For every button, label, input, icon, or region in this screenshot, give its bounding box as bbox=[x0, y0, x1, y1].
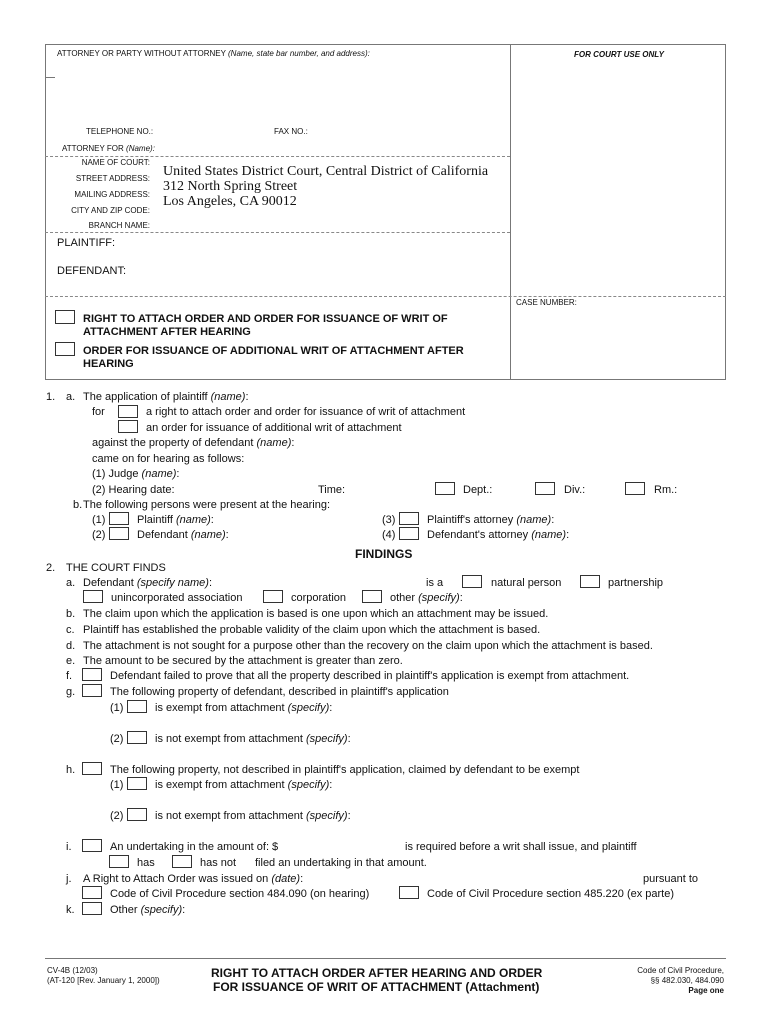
is-a-label: is a bbox=[426, 577, 444, 589]
frame-bottom bbox=[45, 379, 726, 380]
fax-label: FAX NO.: bbox=[274, 127, 308, 136]
item-1a-text bbox=[83, 391, 249, 403]
judge-name-hint: (name) bbox=[141, 468, 177, 480]
defendant-attorney-label: Defendant's attorney bbox=[427, 529, 529, 541]
item-2i-letter: i. bbox=[66, 841, 72, 853]
div-checkbox[interactable] bbox=[535, 482, 555, 495]
colon: : bbox=[245, 391, 249, 403]
unincorporated-label: unincorporated association bbox=[111, 592, 243, 604]
branch-name-label: BRANCH NAME: bbox=[88, 221, 150, 230]
corporation-label: corporation bbox=[291, 592, 347, 604]
undertaking-amount-label: An undertaking in the amount of: $ bbox=[110, 841, 279, 853]
h2-checkbox[interactable] bbox=[127, 808, 147, 821]
item-2i-checkbox[interactable] bbox=[82, 839, 102, 852]
court-finds-label: THE COURT FINDS bbox=[66, 562, 166, 574]
title-option-2-checkbox[interactable] bbox=[55, 342, 75, 356]
court-street: 312 North Spring Street bbox=[163, 179, 298, 194]
item-2h-letter: h. bbox=[66, 764, 76, 776]
frame-left bbox=[45, 44, 46, 380]
h1-checkbox[interactable] bbox=[127, 777, 147, 790]
item-2g-letter: g. bbox=[66, 686, 76, 698]
plaintiff-present-row bbox=[137, 514, 214, 526]
div-label: Div.: bbox=[564, 484, 586, 496]
item-2d-text: The attachment is not sought for a purpose other than the recovery on the claim upon which the attachment is based. bbox=[83, 640, 653, 652]
plaintiff-present-checkbox[interactable] bbox=[109, 512, 129, 525]
rto-issued-row bbox=[83, 873, 303, 885]
item-2f-checkbox[interactable] bbox=[82, 668, 102, 681]
specify-hint: (specify) bbox=[140, 904, 183, 916]
colon: : bbox=[291, 437, 295, 449]
rto-issued-label: A Right to Attach Order was issued on bbox=[83, 873, 269, 885]
h1-row bbox=[155, 779, 332, 791]
rto-writ-checkbox[interactable] bbox=[118, 405, 138, 418]
has-not-checkbox[interactable] bbox=[172, 855, 192, 868]
g1-row bbox=[155, 702, 332, 714]
item-1-number: 1. bbox=[46, 391, 56, 403]
case-number-label: CASE NUMBER: bbox=[516, 298, 577, 307]
unincorporated-checkbox[interactable] bbox=[83, 590, 103, 603]
name-of-court-label: NAME OF COURT: bbox=[81, 158, 150, 167]
specify-name-hint: (specify name) bbox=[136, 577, 209, 589]
specify-hint: (specify) bbox=[306, 810, 348, 822]
colon: : bbox=[300, 873, 304, 885]
item-2c-text: Plaintiff has established the probable validity of the claim upon which the attachment is based. bbox=[83, 624, 541, 636]
g2-row bbox=[155, 733, 351, 745]
item-2e-letter: e. bbox=[66, 655, 76, 667]
item-2d-letter: d. bbox=[66, 640, 76, 652]
against-property-text: against the property of defendant bbox=[92, 437, 254, 449]
colon: : bbox=[329, 779, 333, 791]
defendant-present-checkbox[interactable] bbox=[109, 527, 129, 540]
findings-heading: FINDINGS bbox=[355, 547, 413, 561]
rm-checkbox[interactable] bbox=[625, 482, 645, 495]
has-not-label: has not bbox=[200, 857, 237, 869]
ccp-484-checkbox[interactable] bbox=[82, 886, 102, 899]
defendant-present-row bbox=[137, 529, 229, 541]
defendant-label: DEFENDANT: bbox=[57, 265, 127, 277]
frame-mid bbox=[510, 44, 511, 380]
title-option-1-line1: RIGHT TO ATTACH ORDER AND ORDER FOR ISSUANCE OF WRIT OF bbox=[83, 313, 448, 325]
h1-label: is exempt from attachment bbox=[155, 779, 285, 791]
g1-checkbox[interactable] bbox=[127, 700, 147, 713]
partnership-label: partnership bbox=[608, 577, 664, 589]
defendant-attorney-checkbox[interactable] bbox=[399, 527, 419, 540]
specify-hint: (specify) bbox=[287, 702, 330, 714]
attorney-for-row bbox=[62, 144, 155, 153]
colon: : bbox=[566, 529, 570, 541]
ccp-485-label: Code of Civil Procedure section 485.220 (ex parte) bbox=[427, 888, 675, 900]
attorney-for-hint: (Name): bbox=[126, 144, 155, 153]
natural-person-label: natural person bbox=[491, 577, 562, 589]
present-2-number: (2) bbox=[92, 529, 106, 541]
rto-writ-label: a right to attach order and order for issuance of writ of attachment bbox=[146, 406, 466, 418]
present-1-number: (1) bbox=[92, 514, 106, 526]
footer-title-line2: FOR ISSUANCE OF WRIT OF ATTACHMENT (Attachment) bbox=[213, 980, 540, 994]
colon: : bbox=[208, 577, 213, 589]
item-2g-checkbox[interactable] bbox=[82, 684, 102, 697]
filed-undertaking-text: filed an undertaking in that amount. bbox=[255, 857, 427, 869]
court-name: United States District Court, Central District of California bbox=[163, 164, 489, 179]
item-2k-checkbox[interactable] bbox=[82, 902, 102, 915]
item-2h-checkbox[interactable] bbox=[82, 762, 102, 775]
title-option-1-line2: ATTACHMENT AFTER HEARING bbox=[83, 326, 251, 338]
item-2h-text: The following property, not described in plaintiff's application, claimed by defendant to be exempt bbox=[110, 764, 580, 776]
name-hint: (name) bbox=[516, 514, 552, 526]
title-option-1-checkbox[interactable] bbox=[55, 310, 75, 324]
short-mark bbox=[45, 77, 55, 78]
title-option-2-line2: HEARING bbox=[83, 358, 134, 370]
frame-right bbox=[725, 44, 726, 380]
footer-title-line1: RIGHT TO ATTACH ORDER AFTER HEARING AND ORDER bbox=[211, 966, 543, 980]
dept-checkbox[interactable] bbox=[435, 482, 455, 495]
item-1a-letter: a. bbox=[66, 391, 76, 403]
name-hint: (name) bbox=[210, 391, 246, 403]
specify-hint: (specify) bbox=[418, 592, 460, 604]
g2-number: (2) bbox=[110, 733, 124, 745]
plaintiff-attorney-label: Plaintiff's attorney bbox=[427, 514, 514, 526]
specify-hint: (specify) bbox=[287, 779, 330, 791]
item-2b-letter: b. bbox=[66, 608, 76, 620]
colon: : bbox=[225, 529, 229, 541]
hearing-date-label: (2) Hearing date: bbox=[92, 484, 175, 496]
other-finding-label: Other bbox=[110, 904, 138, 916]
present-4-number: (4) bbox=[382, 529, 396, 541]
g2-checkbox[interactable] bbox=[127, 731, 147, 744]
plaintiff-attorney-checkbox[interactable] bbox=[399, 512, 419, 525]
colon: : bbox=[182, 904, 186, 916]
pursuant-to-label: pursuant to bbox=[643, 873, 699, 885]
has-label: has bbox=[137, 857, 155, 869]
court-use-label: FOR COURT USE ONLY bbox=[574, 50, 664, 59]
plaintiff-attorney-row bbox=[427, 514, 554, 526]
defendant-present-label: Defendant bbox=[137, 529, 188, 541]
item-2-number: 2. bbox=[46, 562, 56, 574]
title-option-2-line1: ORDER FOR ISSUANCE OF ADDITIONAL WRIT OF ATTACHMENT AFTER bbox=[83, 345, 464, 357]
name-hint: (name) bbox=[190, 529, 226, 541]
undertaking-required-text: is required before a writ shall issue, and plaintiff bbox=[405, 841, 637, 853]
attorney-label: ATTORNEY OR PARTY WITHOUT ATTORNEY bbox=[57, 49, 226, 58]
present-3-number: (3) bbox=[382, 514, 396, 526]
footer-rule bbox=[45, 958, 726, 959]
colon: : bbox=[329, 702, 333, 714]
corporation-checkbox[interactable] bbox=[263, 590, 283, 603]
other-entity-label: other bbox=[390, 592, 416, 604]
other-finding-row bbox=[110, 904, 185, 916]
form-revision: (AT-120 [Rev. January 1, 2000]) bbox=[47, 976, 160, 985]
colon: : bbox=[459, 592, 463, 604]
rule-title bbox=[45, 296, 726, 297]
item-2f-text: Defendant failed to prove that all the property described in plaintiff's application is exempt from attachment. bbox=[110, 670, 630, 682]
application-text: The application of plaintiff bbox=[83, 391, 208, 403]
persons-present-text: The following persons were present at the hearing: bbox=[83, 499, 331, 511]
page-number: Page one bbox=[688, 986, 724, 995]
plaintiff-present-label: Plaintiff bbox=[137, 514, 173, 526]
for-label: for bbox=[92, 406, 105, 418]
colon: : bbox=[551, 514, 555, 526]
code-reference-1: Code of Civil Procedure, bbox=[637, 966, 724, 975]
judge-label: (1) Judge bbox=[92, 468, 139, 480]
natural-person-checkbox[interactable] bbox=[462, 575, 482, 588]
has-checkbox[interactable] bbox=[109, 855, 129, 868]
item-2b-text: The claim upon which the application is based is one upon which an attachment may be issued. bbox=[83, 608, 549, 620]
attorney-label-row bbox=[57, 49, 370, 58]
colon: : bbox=[347, 810, 351, 822]
date-hint: (date) bbox=[271, 873, 301, 885]
street-address-label: STREET ADDRESS: bbox=[75, 174, 150, 183]
g1-label: is exempt from attachment bbox=[155, 702, 285, 714]
item-2k-letter: k. bbox=[66, 904, 75, 916]
h2-number: (2) bbox=[110, 810, 124, 822]
rule-court bbox=[45, 156, 510, 157]
ccp-485-checkbox[interactable] bbox=[399, 886, 419, 899]
name-hint: (name) bbox=[531, 529, 567, 541]
other-entity-checkbox[interactable] bbox=[362, 590, 382, 603]
telephone-label: TELEPHONE NO.: bbox=[86, 127, 154, 136]
court-city: Los Angeles, CA 90012 bbox=[163, 194, 297, 209]
item-2e-text: The amount to be secured by the attachment is greater than zero. bbox=[83, 655, 403, 667]
item-2j-letter: j. bbox=[66, 873, 72, 885]
attorney-hint: (Name, state bar number, and address): bbox=[228, 49, 370, 58]
colon: : bbox=[210, 514, 214, 526]
defendant-name-hint: (name) bbox=[256, 437, 292, 449]
g2-label: is not exempt from attachment bbox=[155, 733, 303, 745]
item-2g-text: The following property of defendant, described in plaintiff's application bbox=[110, 686, 449, 698]
specify-hint: (specify) bbox=[306, 733, 348, 745]
rm-label: Rm.: bbox=[654, 484, 678, 496]
judge-row bbox=[92, 468, 179, 480]
plaintiff-label: PLAINTIFF: bbox=[57, 237, 116, 249]
form-number: CV-4B (12/03) bbox=[47, 966, 98, 975]
mailing-address-label: MAILING ADDRESS: bbox=[74, 190, 150, 199]
ccp-484-label: Code of Civil Procedure section 484.090 (on hearing) bbox=[110, 888, 370, 900]
item-2a-letter: a. bbox=[66, 577, 76, 589]
additional-writ-checkbox[interactable] bbox=[118, 420, 138, 433]
additional-writ-label: an order for issuance of additional writ of attachment bbox=[146, 422, 402, 434]
colon: : bbox=[176, 468, 180, 480]
dept-label: Dept.: bbox=[463, 484, 493, 496]
g1-number: (1) bbox=[110, 702, 124, 714]
item-2c-letter: c. bbox=[66, 624, 75, 636]
item-1b-letter: b. bbox=[73, 499, 83, 511]
other-entity-row bbox=[390, 592, 463, 604]
against-property-row bbox=[92, 437, 294, 449]
defendant-label: Defendant bbox=[83, 577, 134, 589]
code-reference-2: §§ 482.030, 484.090 bbox=[650, 976, 724, 985]
frame-top bbox=[45, 44, 726, 45]
rule-parties bbox=[45, 232, 510, 233]
defendant-specify-row bbox=[83, 577, 212, 589]
h1-number: (1) bbox=[110, 779, 124, 791]
time-label: Time: bbox=[318, 484, 346, 496]
city-zip-label: CITY AND ZIP CODE: bbox=[71, 206, 150, 215]
colon: : bbox=[347, 733, 351, 745]
h2-row bbox=[155, 810, 351, 822]
came-on-hearing: came on for hearing as follows: bbox=[92, 453, 245, 465]
partnership-checkbox[interactable] bbox=[580, 575, 600, 588]
name-hint: (name) bbox=[175, 514, 211, 526]
h2-label: is not exempt from attachment bbox=[155, 810, 303, 822]
attorney-for-label: ATTORNEY FOR bbox=[62, 144, 124, 153]
item-2f-letter: f. bbox=[66, 670, 73, 682]
defendant-attorney-row bbox=[427, 529, 569, 541]
